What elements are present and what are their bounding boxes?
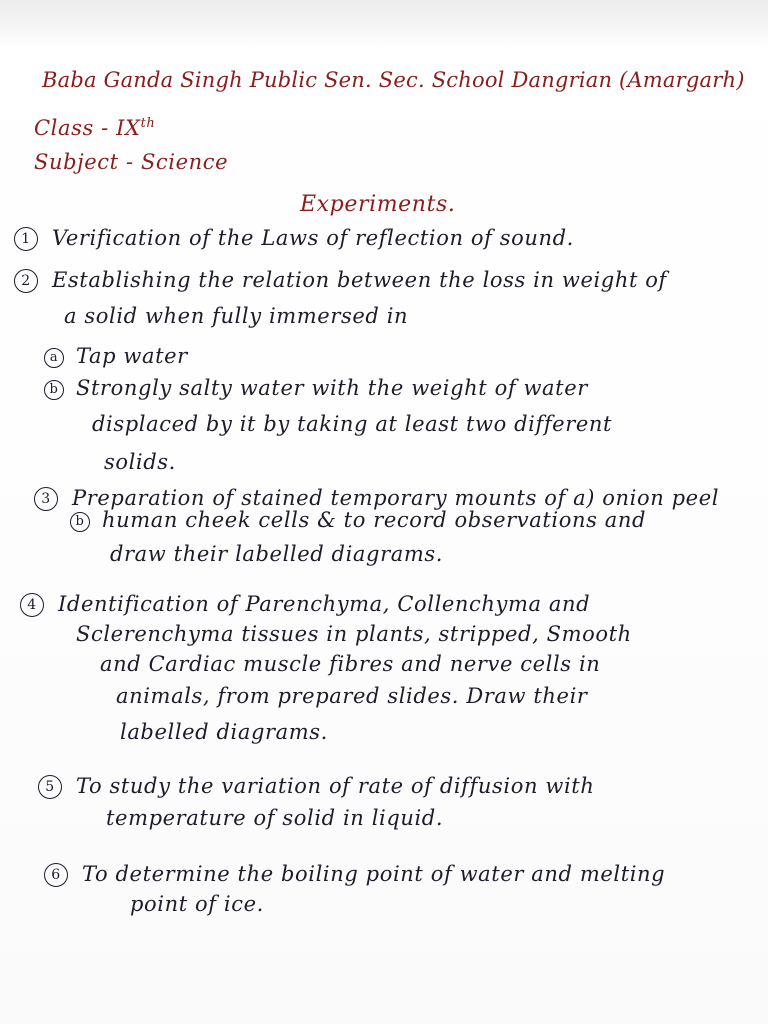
experiment-text-continued: Sclerenchyma tissues in plants, stripped, Smooth (76, 622, 632, 646)
sub-item-text-continued: draw their labelled diagrams. (110, 542, 444, 566)
sub-item-text: Tap water (76, 344, 188, 368)
subject-line: Subject - Science (34, 150, 229, 174)
sub-item-mark: b (44, 380, 64, 400)
experiment-text: Preparation of stained temporary mounts of a) onion peel (72, 486, 720, 510)
experiment-text-continued: temperature of solid in liquid. (106, 806, 444, 830)
experiment-2 (14, 268, 667, 293)
experiment-4 (20, 592, 590, 617)
sub-item-b (70, 508, 646, 532)
item-number: 6 (44, 863, 68, 887)
item-number: 4 (20, 593, 44, 617)
sub-item-text: human cheek cells & to record observations and (102, 508, 647, 532)
experiment-text: Establishing the relation between the loss in weight of (52, 268, 667, 292)
experiment-text-continued: animals, from prepared slides. Draw their (116, 684, 588, 708)
experiment-text-continued: and Cardiac muscle fibres and nerve cells in (100, 652, 601, 676)
experiment-1 (14, 226, 574, 251)
item-number: 2 (14, 269, 38, 293)
experiment-text-continued: point of ice. (130, 892, 264, 916)
experiment-text: Identification of Parenchyma, Collenchyma and (58, 592, 591, 616)
class-superscript: th (140, 116, 156, 131)
experiment-text: To study the variation of rate of diffusion with (76, 774, 595, 798)
item-number: 5 (38, 775, 62, 799)
class-line (34, 116, 155, 140)
experiment-text: Verification of the Laws of reflection of sound. (52, 226, 574, 250)
sub-item-b (44, 376, 588, 400)
sub-item-text: Strongly salty water with the weight of water (76, 376, 588, 400)
sub-item-text-continued: solids. (104, 450, 176, 474)
sub-item-mark: b (70, 512, 90, 532)
experiment-text-continued: labelled diagrams. (120, 720, 328, 744)
school-name: Baba Ganda Singh Public Sen. Sec. School Dangrian (Amargarh) (42, 68, 745, 92)
sub-item-a (44, 344, 188, 368)
item-number: 1 (14, 227, 38, 251)
sub-item-mark: a (44, 348, 64, 368)
class-label: Class - IX (34, 116, 141, 140)
experiment-text-continued: a solid when fully immersed in (64, 304, 409, 328)
page-top-shadow (0, 0, 768, 48)
experiment-5 (38, 774, 594, 799)
experiment-6 (44, 862, 665, 887)
item-number: 3 (34, 487, 58, 511)
experiment-text: To determine the boiling point of water and melting (82, 862, 666, 886)
sub-item-text-continued: displaced by it by taking at least two different (92, 412, 613, 436)
experiments-heading: Experiments. (300, 192, 456, 217)
